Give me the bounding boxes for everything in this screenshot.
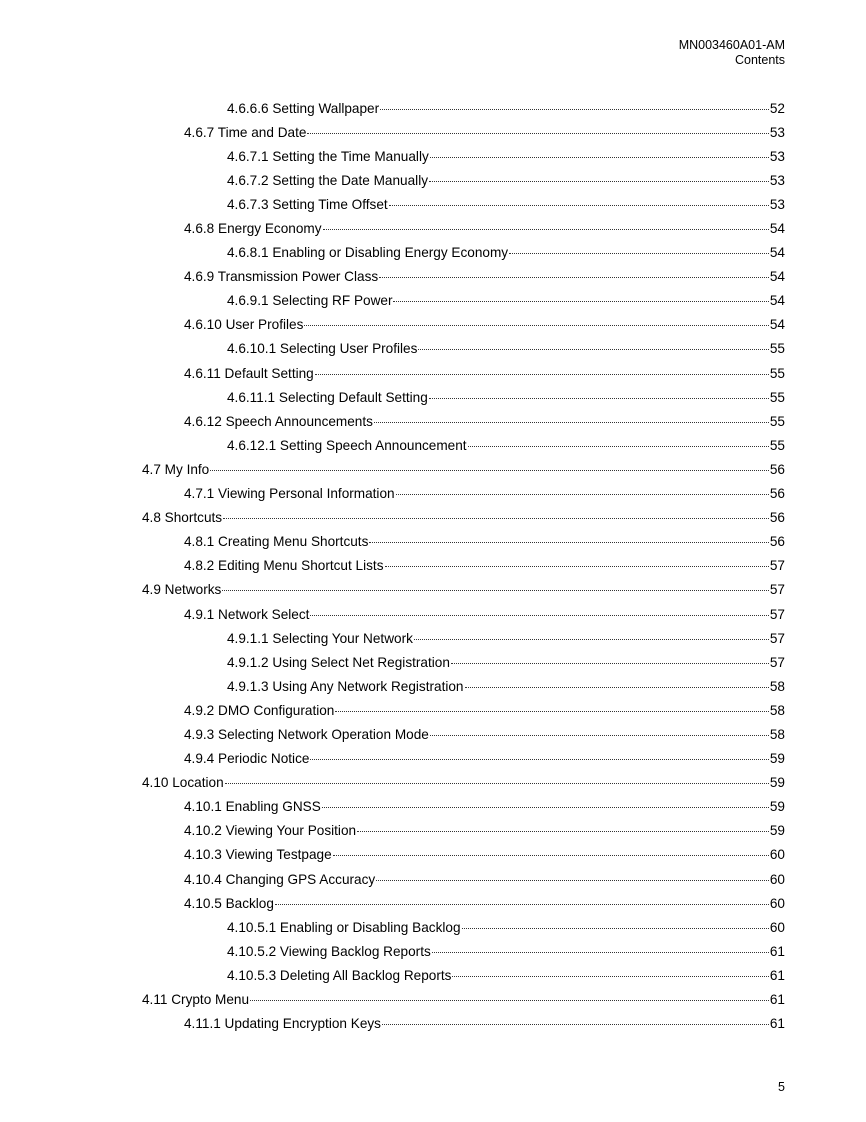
dot-leader — [379, 277, 769, 278]
toc-entry-title[interactable]: 4.6.7 Time and Date — [184, 124, 307, 140]
toc-entry-line — [227, 655, 785, 670]
toc-entry-line — [184, 607, 785, 622]
toc-entry-line — [227, 968, 785, 983]
toc-entry-title[interactable]: 4.10.1 Enabling GNSS — [184, 799, 321, 815]
toc-entry-line — [184, 558, 785, 573]
toc-entry[interactable] — [0, 843, 866, 867]
toc-entry-page[interactable]: 59 — [769, 823, 785, 839]
toc-entry-line — [142, 582, 785, 597]
dot-leader — [222, 590, 769, 591]
toc-entry[interactable] — [0, 168, 866, 192]
toc-entry[interactable] — [0, 795, 866, 819]
toc-entry-page[interactable]: 54 — [769, 269, 785, 285]
toc-entry-line — [227, 245, 785, 260]
toc-entry-title[interactable]: 4.9.1 Network Select — [184, 606, 310, 622]
dot-leader — [468, 446, 769, 447]
dot-leader — [304, 325, 768, 326]
toc-entry-page[interactable]: 61 — [769, 967, 785, 983]
page-number: 5 — [778, 1080, 785, 1094]
toc-entry-title[interactable]: 4.6.7.3 Setting Time Offset — [227, 196, 388, 212]
toc-entry-line — [227, 149, 785, 164]
toc-entry[interactable] — [0, 289, 866, 313]
section-name: Contents — [734, 53, 785, 67]
dot-leader — [418, 349, 768, 350]
dot-leader — [451, 663, 769, 664]
dot-leader — [465, 687, 769, 688]
dot-leader — [223, 518, 769, 519]
dot-leader — [357, 831, 769, 832]
toc-entry-page[interactable]: 53 — [769, 172, 785, 188]
toc-entry-title[interactable]: 4.9.1.3 Using Any Network Registration — [227, 678, 464, 694]
dot-leader — [374, 422, 769, 423]
dot-leader — [250, 1000, 769, 1001]
dot-leader — [210, 470, 769, 471]
toc-entry[interactable] — [0, 987, 866, 1011]
toc-entry[interactable] — [0, 602, 866, 626]
toc-entry-page[interactable]: 56 — [769, 510, 785, 526]
toc-entry-page[interactable]: 53 — [769, 124, 785, 140]
toc-entry-page[interactable]: 55 — [769, 341, 785, 357]
toc-entry-title[interactable]: 4.7 My Info — [142, 461, 210, 477]
toc-entry-title[interactable]: 4.10.5.2 Viewing Backlog Reports — [227, 943, 431, 959]
table-of-contents — [0, 96, 866, 1036]
toc-entry-page[interactable]: 59 — [769, 751, 785, 767]
toc-entry[interactable] — [0, 385, 866, 409]
toc-entry-title[interactable]: 4.11 Crypto Menu — [142, 992, 250, 1008]
toc-entry[interactable] — [0, 337, 866, 361]
toc-entry-line — [184, 847, 785, 862]
dot-leader — [310, 615, 768, 616]
toc-entry[interactable] — [0, 674, 866, 698]
toc-entry-title[interactable]: 4.11.1 Updating Encryption Keys — [184, 1016, 381, 1032]
toc-entry-title[interactable]: 4.9.3 Selecting Network Operation Mode — [184, 726, 429, 742]
toc-entry[interactable] — [0, 313, 866, 337]
toc-entry-line — [184, 269, 785, 284]
toc-entry-title[interactable]: 4.6.8.1 Enabling or Disabling Energy Economy — [227, 245, 509, 261]
toc-entry-page[interactable]: 54 — [769, 221, 785, 237]
toc-entry-title[interactable]: 4.9.2 DMO Configuration — [184, 702, 335, 718]
toc-entry-page[interactable]: 54 — [769, 293, 785, 309]
toc-entry-page[interactable]: 55 — [769, 389, 785, 405]
toc-entry-line — [142, 510, 785, 525]
toc-entry-page[interactable]: 60 — [769, 871, 785, 887]
toc-entry[interactable] — [0, 939, 866, 963]
toc-entry-page[interactable]: 59 — [769, 799, 785, 815]
toc-entry-line — [227, 944, 785, 959]
toc-entry-line — [227, 679, 785, 694]
toc-entry-page[interactable]: 53 — [769, 148, 785, 164]
toc-entry-title[interactable]: 4.6.11 Default Setting — [184, 365, 314, 381]
dot-leader — [315, 374, 769, 375]
toc-entry-line — [184, 1016, 785, 1031]
toc-entry-title[interactable]: 4.6.9.1 Selecting RF Power — [227, 293, 393, 309]
toc-entry-title[interactable]: 4.10.2 Viewing Your Position — [184, 823, 357, 839]
dot-leader — [452, 976, 768, 977]
toc-entry-page[interactable]: 56 — [769, 534, 785, 550]
document-number: MN003460A01-AM — [678, 38, 785, 52]
dot-leader — [432, 952, 769, 953]
toc-entry[interactable] — [0, 650, 866, 674]
toc-entry-line — [227, 173, 785, 188]
dot-leader — [310, 759, 768, 760]
toc-entry-title[interactable]: 4.8 Shortcuts — [142, 510, 223, 526]
toc-entry-title[interactable]: 4.10.3 Viewing Testpage — [184, 847, 332, 863]
toc-entry-line — [227, 631, 785, 646]
toc-entry-page[interactable]: 58 — [769, 702, 785, 718]
dot-leader — [225, 783, 769, 784]
toc-entry-page[interactable]: 57 — [769, 630, 785, 646]
toc-entry-page[interactable]: 57 — [769, 606, 785, 622]
toc-entry-line — [184, 486, 785, 501]
dot-leader — [462, 928, 769, 929]
toc-entry-page[interactable]: 54 — [769, 245, 785, 261]
dot-leader — [430, 735, 769, 736]
toc-entry[interactable] — [0, 361, 866, 385]
dot-leader — [389, 205, 769, 206]
toc-entry-line — [184, 727, 785, 742]
dot-leader — [369, 542, 769, 543]
toc-entry-page[interactable]: 61 — [769, 992, 785, 1008]
toc-entry[interactable] — [0, 409, 866, 433]
toc-entry[interactable] — [0, 747, 866, 771]
toc-entry-page[interactable]: 56 — [769, 461, 785, 477]
toc-entry-page[interactable]: 57 — [769, 558, 785, 574]
toc-entry-line — [184, 125, 785, 140]
dot-leader — [333, 855, 769, 856]
toc-entry-title[interactable]: 4.8.1 Creating Menu Shortcuts — [184, 534, 369, 550]
toc-entry-title[interactable]: 4.9.1.2 Using Select Net Registration — [227, 654, 450, 670]
toc-entry-page[interactable]: 57 — [769, 582, 785, 598]
toc-entry-line — [184, 896, 785, 911]
dot-leader — [429, 181, 769, 182]
toc-entry-line — [184, 703, 785, 718]
toc-entry-line — [142, 462, 785, 477]
toc-entry-title[interactable]: 4.9.4 Periodic Notice — [184, 751, 310, 767]
toc-entry-title[interactable]: 4.10 Location — [142, 775, 224, 791]
toc-entry-page[interactable]: 55 — [769, 437, 785, 453]
toc-entry-page[interactable]: 54 — [769, 317, 785, 333]
toc-entry[interactable] — [0, 867, 866, 891]
toc-entry-page[interactable]: 52 — [769, 100, 785, 116]
toc-entry-line — [227, 197, 785, 212]
toc-entry-page[interactable]: 61 — [769, 943, 785, 959]
toc-entry-page[interactable]: 58 — [769, 726, 785, 742]
page-header — [679, 38, 785, 68]
toc-entry[interactable] — [0, 530, 866, 554]
toc-entry[interactable] — [0, 433, 866, 457]
toc-entry[interactable] — [0, 698, 866, 722]
toc-entry[interactable] — [0, 554, 866, 578]
toc-entry-title[interactable]: 4.8.2 Editing Menu Shortcut Lists — [184, 558, 384, 574]
toc-entry[interactable] — [0, 482, 866, 506]
toc-entry[interactable] — [0, 506, 866, 530]
toc-entry[interactable] — [0, 457, 866, 481]
dot-leader — [380, 109, 769, 110]
toc-entry-page[interactable]: 58 — [769, 678, 785, 694]
toc-entry-line — [184, 823, 785, 838]
toc-entry-title[interactable]: 4.6.6.6 Setting Wallpaper — [227, 100, 380, 116]
toc-entry-line — [184, 317, 785, 332]
dot-leader — [323, 229, 769, 230]
toc-entry-title[interactable]: 4.6.12.1 Setting Speech Announcement — [227, 437, 467, 453]
toc-entry-title[interactable]: 4.6.10.1 Selecting User Profiles — [227, 341, 418, 357]
toc-entry-line — [142, 992, 785, 1007]
toc-entry[interactable] — [0, 144, 866, 168]
dot-leader — [414, 639, 769, 640]
toc-entry[interactable] — [0, 192, 866, 216]
toc-entry[interactable] — [0, 241, 866, 265]
dot-leader — [430, 157, 769, 158]
toc-entry-line — [227, 438, 785, 453]
toc-entry-title[interactable]: 4.10.5.3 Deleting All Backlog Reports — [227, 967, 452, 983]
toc-entry-page[interactable]: 60 — [769, 919, 785, 935]
toc-entry-title[interactable]: 4.10.5.1 Enabling or Disabling Backlog — [227, 919, 461, 935]
toc-entry-line — [184, 799, 785, 814]
toc-entry[interactable] — [0, 626, 866, 650]
dot-leader — [509, 253, 769, 254]
toc-entry-page[interactable]: 56 — [769, 486, 785, 502]
toc-entry-title[interactable]: 4.6.10 User Profiles — [184, 317, 304, 333]
dot-leader — [393, 301, 768, 302]
toc-entry[interactable] — [0, 819, 866, 843]
toc-entry[interactable] — [0, 578, 866, 602]
toc-entry-line — [184, 366, 785, 381]
toc-entry-page[interactable]: 53 — [769, 196, 785, 212]
dot-leader — [396, 494, 769, 495]
toc-entry[interactable] — [0, 891, 866, 915]
dot-leader — [335, 711, 769, 712]
toc-entry-page[interactable]: 61 — [769, 1016, 785, 1032]
toc-entry-page[interactable]: 60 — [769, 847, 785, 863]
toc-entry-line — [227, 920, 785, 935]
toc-entry-title[interactable]: 4.6.7.2 Setting the Date Manually — [227, 172, 429, 188]
toc-entry-title[interactable]: 4.9 Networks — [142, 582, 222, 598]
toc-entry-page[interactable]: 55 — [769, 365, 785, 381]
toc-entry[interactable] — [0, 1012, 866, 1036]
toc-entry-page[interactable]: 57 — [769, 654, 785, 670]
toc-entry[interactable] — [0, 216, 866, 240]
dot-leader — [307, 133, 768, 134]
toc-entry-title[interactable]: 4.10.4 Changing GPS Accuracy — [184, 871, 376, 887]
toc-entry-line — [142, 775, 785, 790]
toc-entry-line — [184, 221, 785, 236]
toc-entry-title[interactable]: 4.6.9 Transmission Power Class — [184, 269, 379, 285]
toc-entry-title[interactable]: 4.10.5 Backlog — [184, 895, 274, 911]
toc-entry[interactable] — [0, 915, 866, 939]
toc-entry-page[interactable]: 60 — [769, 895, 785, 911]
toc-entry[interactable] — [0, 963, 866, 987]
dot-leader — [385, 566, 769, 567]
toc-entry-line — [227, 341, 785, 356]
dot-leader — [382, 1024, 769, 1025]
toc-entry-title[interactable]: 4.7.1 Viewing Personal Information — [184, 486, 395, 502]
dot-leader — [275, 904, 769, 905]
toc-entry-title[interactable]: 4.6.12 Speech Announcements — [184, 413, 373, 429]
toc-entry-line — [227, 293, 785, 308]
toc-entry-line — [184, 751, 785, 766]
dot-leader — [376, 880, 769, 881]
toc-entry-line — [227, 390, 785, 405]
toc-entry[interactable] — [0, 771, 866, 795]
toc-entry[interactable] — [0, 265, 866, 289]
toc-entry-title[interactable]: 4.9.1.1 Selecting Your Network — [227, 630, 413, 646]
toc-entry-title[interactable]: 4.6.8 Energy Economy — [184, 221, 322, 237]
toc-entry-page[interactable]: 55 — [769, 413, 785, 429]
toc-entry-line — [227, 101, 785, 116]
toc-entry[interactable] — [0, 722, 866, 746]
toc-entry-line — [184, 414, 785, 429]
toc-entry-title[interactable]: 4.6.7.1 Setting the Time Manually — [227, 148, 429, 164]
toc-entry-line — [184, 534, 785, 549]
dot-leader — [322, 807, 769, 808]
dot-leader — [429, 398, 769, 399]
toc-entry-line — [184, 872, 785, 887]
toc-entry-page[interactable]: 59 — [769, 775, 785, 791]
toc-entry-title[interactable]: 4.6.11.1 Selecting Default Setting — [227, 389, 428, 405]
toc-entry[interactable] — [0, 96, 866, 120]
toc-entry[interactable] — [0, 120, 866, 144]
